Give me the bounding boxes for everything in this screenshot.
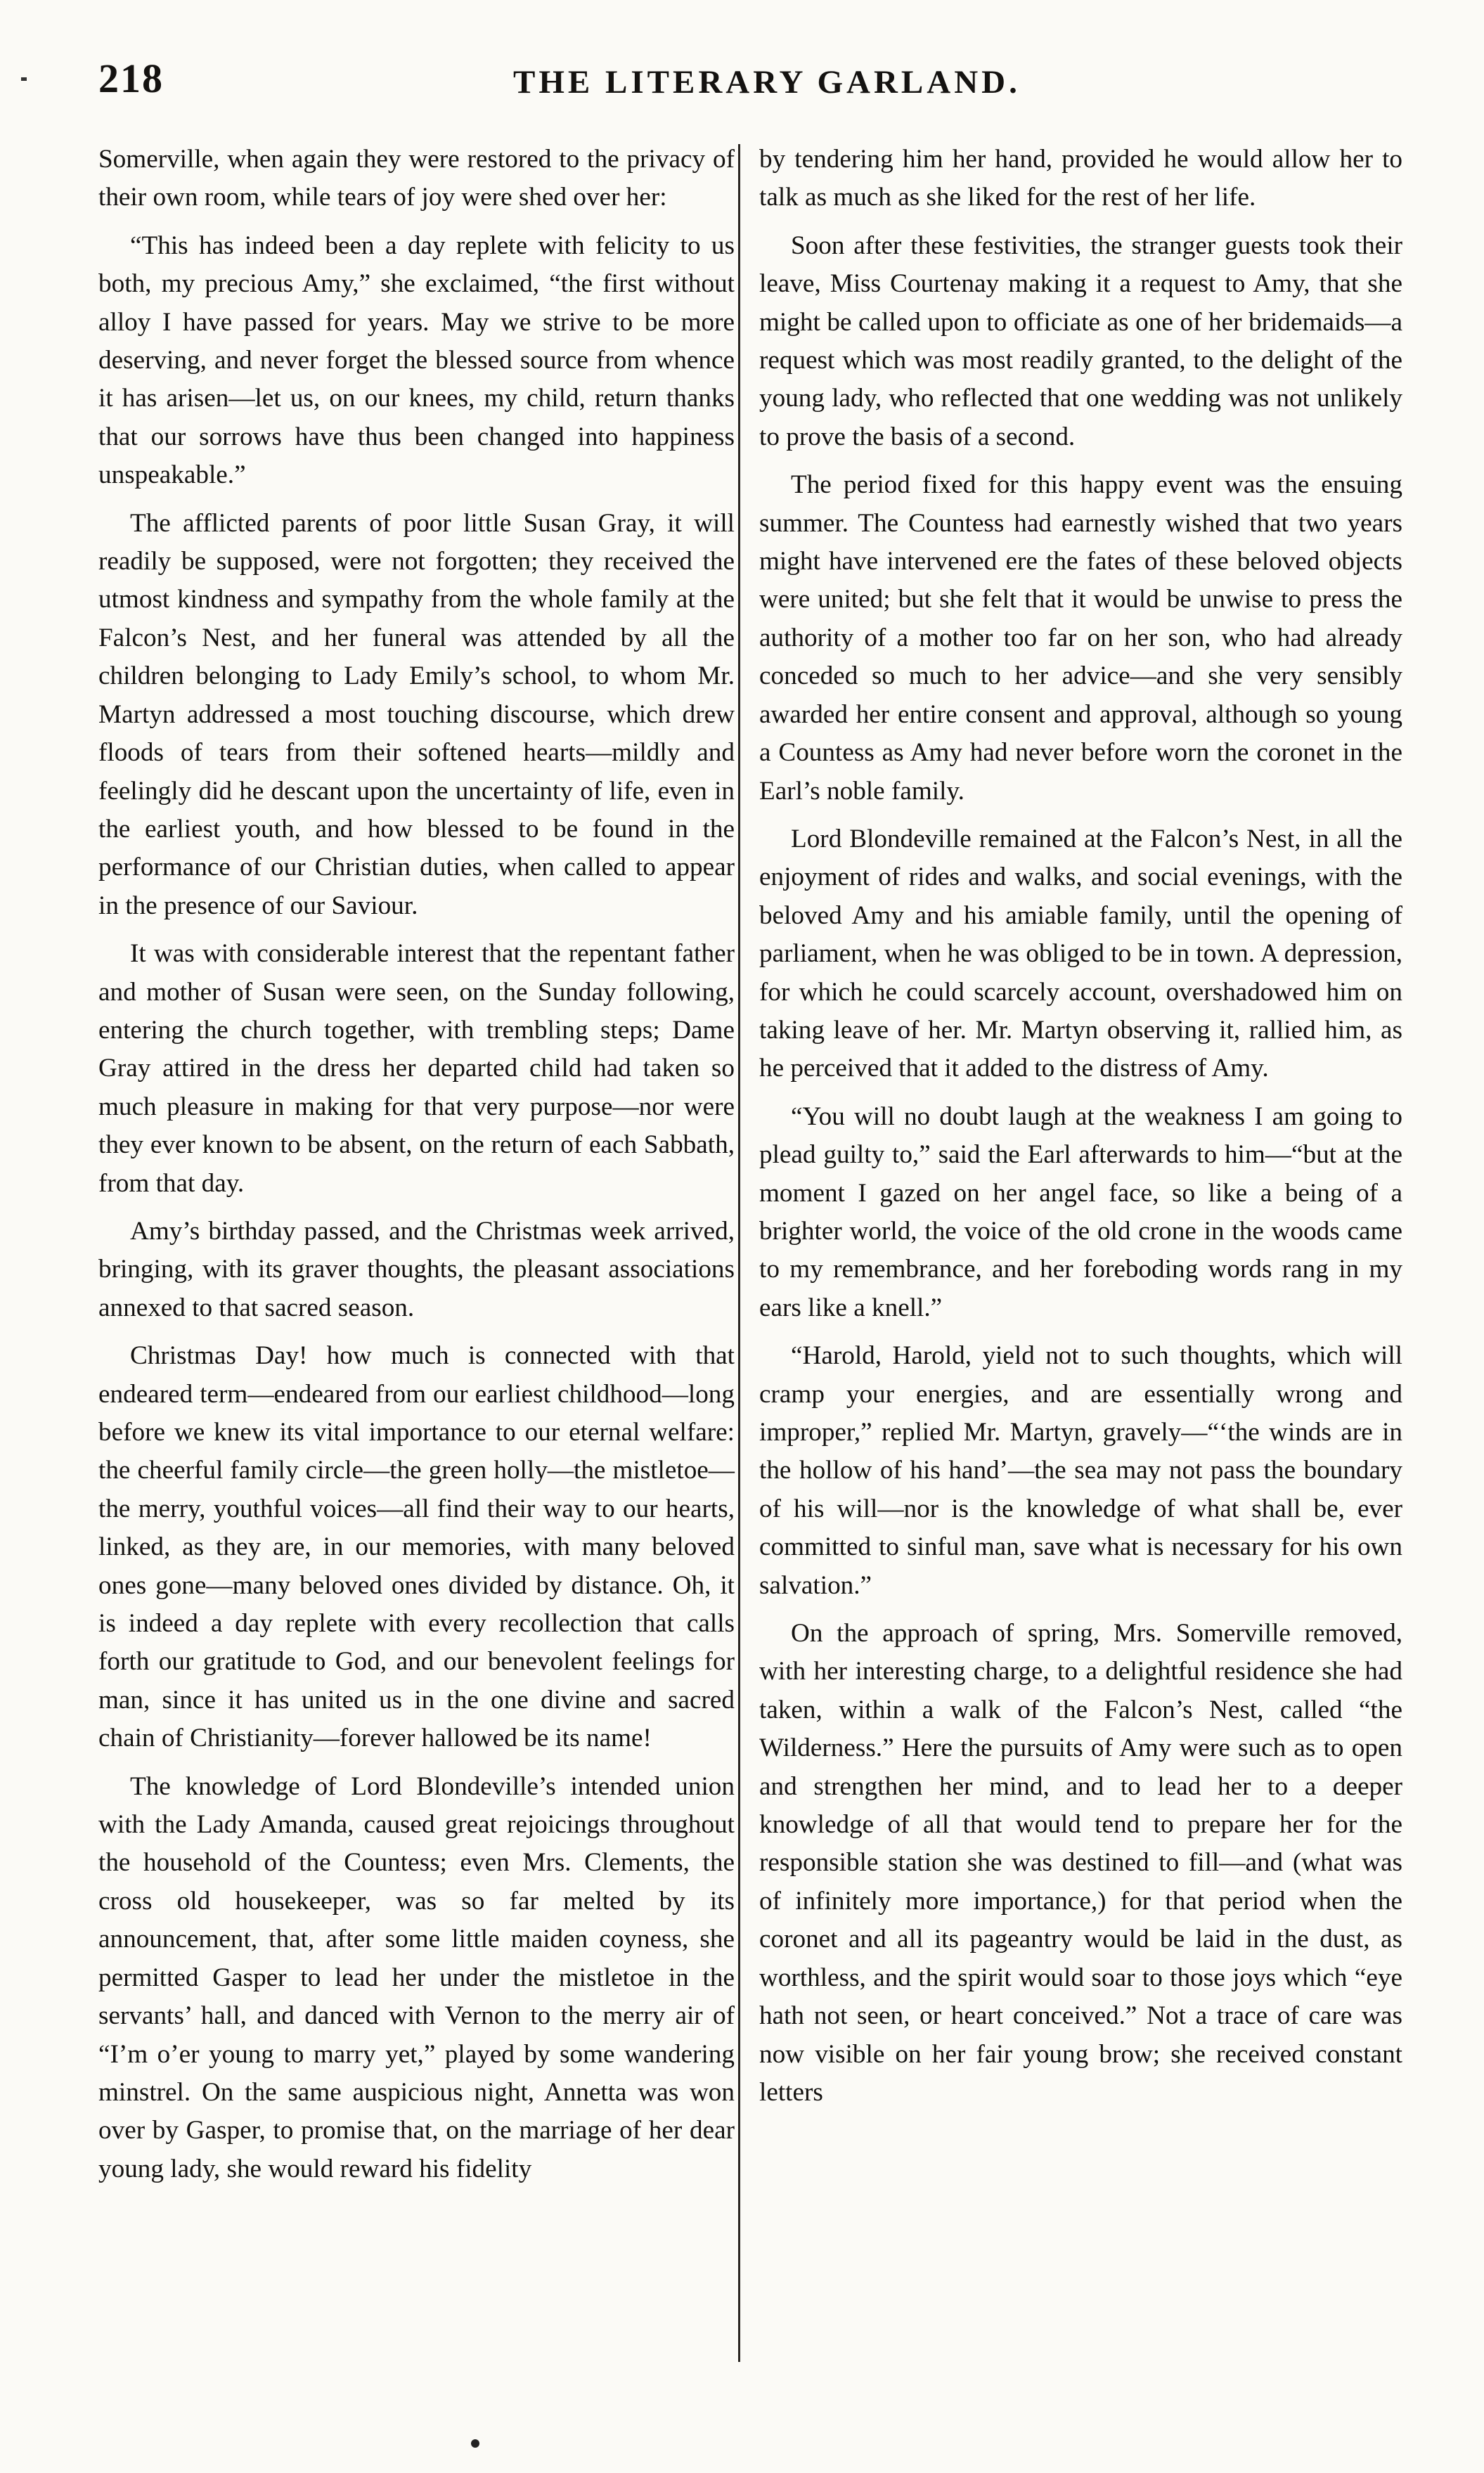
paragraph: “You will no doubt laugh at the weakness I am going to plead guilty to,” said the Earl afterwards to him—“but at the moment I gazed on her angel face, so like a being of a brighter world, the voice of the old crone in the woods came to my remembrance, and her foreboding words rang in my ears like a knell.” bbox=[759, 1102, 1402, 1322]
paragraph: “Harold, Harold, yield not to such thoughts, which will cramp your energies, and are essentially wrong and improper,” replied Mr. Martyn, gravely—“‘the winds are in the hollow of his hand’—the sea may not pass the boundary of his will—nor is the knowledge of what shall be, ever committed to sinful man, save what is necessary for his own salvation.” bbox=[759, 1341, 1402, 1600]
left-column bbox=[98, 141, 735, 2198]
paragraph: The knowledge of Lord Blondeville’s intended union with the Lady Amanda, caused great rejoicings throughout the household of the Countess; even Mrs. Clements, the cross old housekeeper, was so far melted by its announcement, that, after some little maiden coyness, she permitted Gasper to lead her under the mistletoe in the servants’ hall, and danced with Vernon to the merry air of “I’m o’er young to marry yet,” played by some wandering minstrel. On the same auspicious night, Annetta was won over by Gasper, to promise that, on the marriage of her dear young lady, she would reward his fidelity bbox=[98, 1771, 735, 2183]
right-column bbox=[759, 141, 1402, 2122]
paragraph: The afflicted parents of poor little Susan Gray, it will readily be supposed, were not forgotten; they received the utmost kindness and sympathy from the whole family at the Falcon’s Nest, and her funeral was attended by all the children belonging to Lady Emily’s school, to whom Mr. Martyn addressed a most touching discourse, which drew floods of tears from their softened hearts—mildly and feelingly did he descant upon the uncertainty of life, even in the earliest youth, and how blessed to be found in the performance of our Christian duties, when called to appear in the presence of our Saviour. bbox=[98, 508, 735, 920]
page-number: 218 bbox=[98, 56, 164, 101]
page-header bbox=[98, 55, 1435, 111]
paragraph: It was with considerable interest that the repentant father and mother of Susan were seen, on the Sunday following, entering the church together, with trembling steps; Dame Gray attired in the dress her departed child had taken so much pleasure in making for that very purpose—nor were they ever known to be absent, on the return of each Sabbath, from that day. bbox=[98, 939, 735, 1198]
paragraph: “This has indeed been a day replete with felicity to us both, my precious Amy,” she exclaimed, “the first without alloy I have passed for years. May we strive to be more deserving, and never forget the blessed source from whence it has arisen—let us, on our knees, my child, return thanks that our sorrows have thus been changed into happiness unspeakable.” bbox=[98, 231, 735, 490]
paragraph: The period fixed for this happy event was the ensuing summer. The Countess had earnestly wished that two years might have intervened ere the fates of these beloved objects were united; but she felt that it would be unwise to press the authority of a mother too far on her son, who had already conceded so much to her advice—and she very sensibly awarded her entire consent and approval, although so young a Countess as Amy had never before worn the coronet in the Earl’s noble family. bbox=[759, 470, 1402, 806]
paragraph: Somerville, when again they were restored to the privacy of their own room, while tears of joy were shed over her: bbox=[98, 145, 735, 212]
column-rule bbox=[738, 144, 740, 2362]
running-head: THE LITERARY GARLAND. bbox=[513, 64, 1021, 101]
ink-speck bbox=[21, 77, 27, 81]
paragraph: Amy’s birthday passed, and the Christmas week arrived, bringing, with its graver thoughts, the pleasant associations annexed to that sacred season. bbox=[98, 1216, 735, 1322]
paragraph: Christmas Day! how much is connected with that endeared term—endeared from our earliest childhood—long before we knew its vital importance to our eternal welfare: the cheerful family circle—the green holly—the mistletoe—the merry, youthful voices—all find their way to our hearts, linked, as they are, in our memories, with many beloved ones gone—many beloved ones divided by distance. Oh, it is indeed a day replete with every recollection that calls forth our gratitude to God, and our benevolent feelings for man, since it has united us in the one divine and sacred chain of Christianity—forever hallowed be its name! bbox=[98, 1341, 735, 1753]
paragraph: Soon after these festivities, the stranger guests took their leave, Miss Courtenay making it a request to Amy, that she might be called upon to officiate as one of her bridemaids—a request which was most readily granted, to the delight of the young lady, who reflected that one wedding was not unlikely to prove the basis of a second. bbox=[759, 231, 1402, 451]
ink-dot bbox=[471, 2439, 479, 2448]
paragraph: On the approach of spring, Mrs. Somerville removed, with her interesting charge, to a delightful residence she had taken, within a walk of the Falcon’s Nest, called “the Wilderness.” Here the pursuits of Amy were such as to open and strengthen her mind, and to lead her to a deeper knowledge of all that would tend to prepare her for the responsible station she was destined to fill—and (what was of infinitely more importance,) for that period when the coronet and all its pageantry would be laid in the dust, as worthless, and the spirit would soar to those joys which “eye hath not seen, or heart conceived.” Not a trace of care was now visible on her fair young brow; she received constant letters bbox=[759, 1619, 1402, 2107]
paragraph: Lord Blondeville remained at the Falcon’s Nest, in all the enjoyment of rides and walks, and social evenings, with the beloved Amy and his amiable family, until the opening of parliament, when he was obliged to be in town. A depression, for which he could scarcely account, overshadowed him on taking leave of her. Mr. Martyn observing it, rallied him, as he perceived that it added to the distress of Amy. bbox=[759, 824, 1402, 1083]
paragraph: by tendering him her hand, provided he would allow her to talk as much as she liked for the rest of her life. bbox=[759, 145, 1402, 212]
